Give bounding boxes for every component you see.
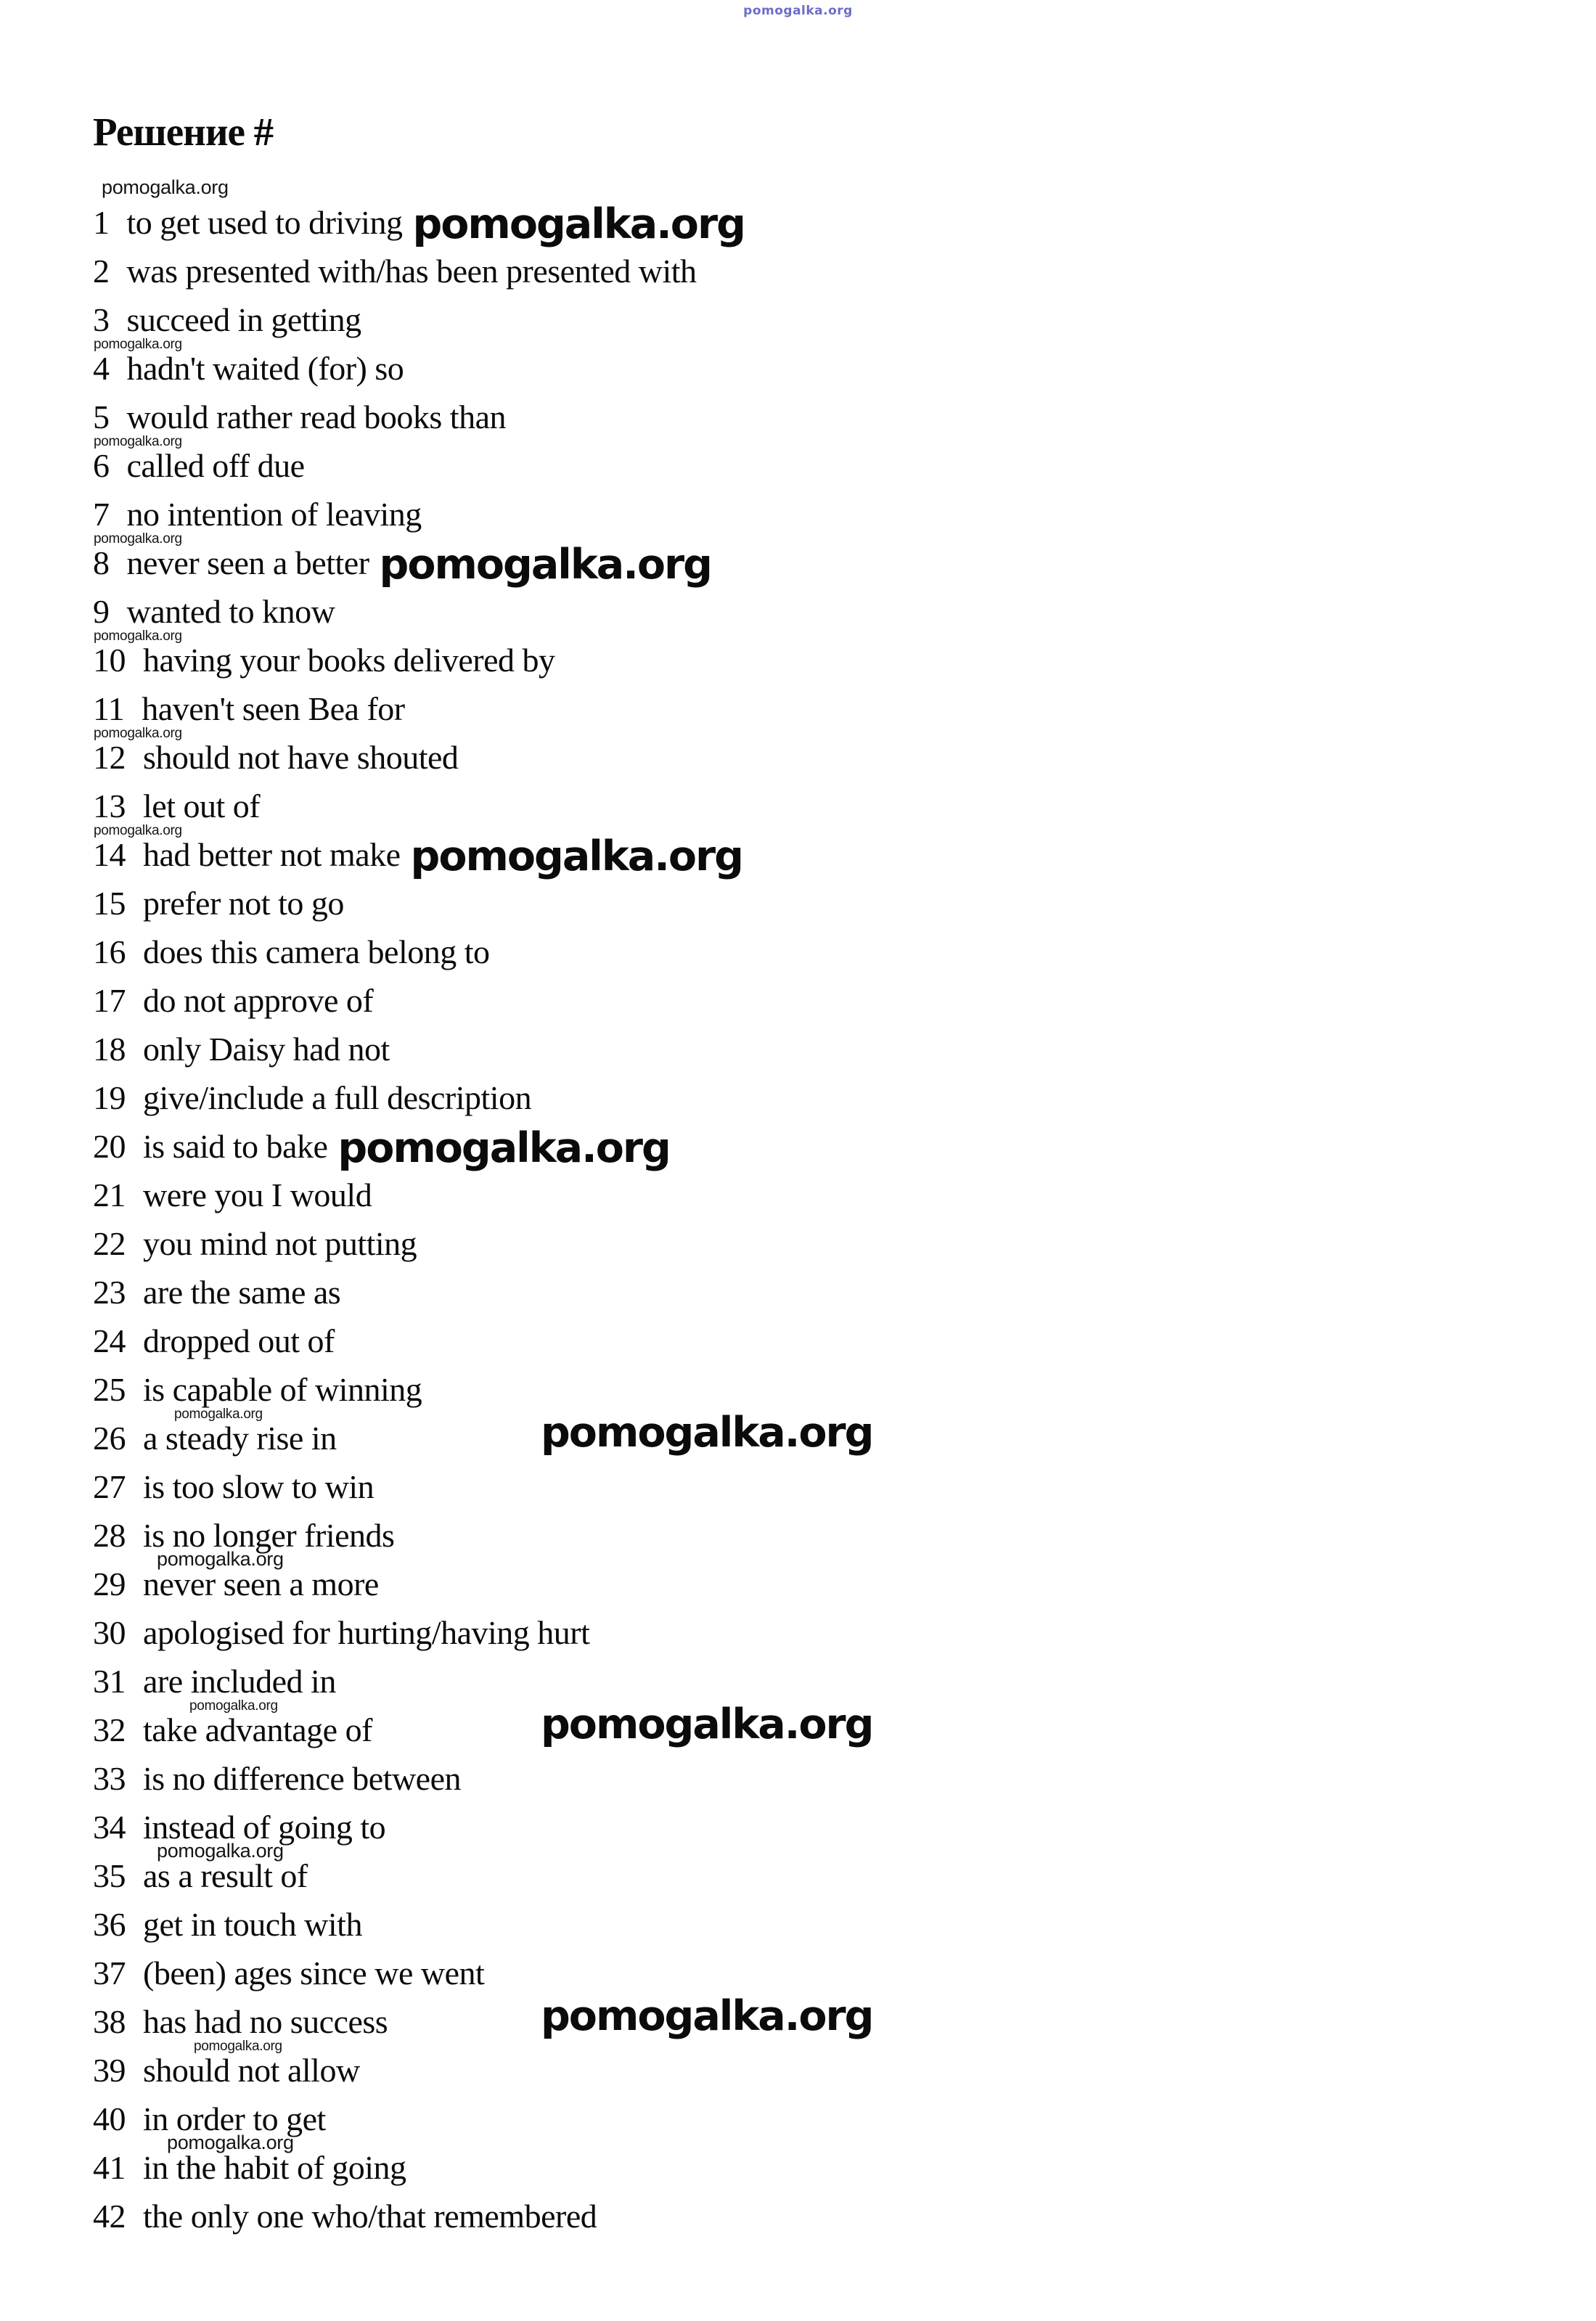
answer-text: as a result of: [143, 1857, 308, 1894]
answer-number: 33: [93, 1760, 126, 1797]
answer-text: never seen a better: [126, 544, 369, 581]
answer-line: [0, 1122, 1596, 1171]
answer-number: 41: [93, 2149, 126, 2186]
answer-text: get in touch with: [143, 1906, 362, 1943]
small-watermark: pomogalka.org: [94, 337, 182, 352]
answer-line: [0, 2192, 1596, 2240]
answer-number: 27: [93, 1468, 126, 1505]
answer-text: a steady rise in: [143, 1420, 337, 1457]
solution-heading: Решение #: [93, 110, 274, 154]
answer-number: 42: [93, 2198, 126, 2235]
answer-text: are included in: [143, 1663, 336, 1700]
answer-number: 35: [93, 1857, 126, 1894]
answer-number: 14: [93, 836, 126, 873]
answer-text: hadn't waited (for) so: [126, 350, 404, 387]
floating-watermark: pomogalka.org: [541, 1700, 873, 1748]
answer-line: [0, 1949, 1596, 1997]
answer-number: 40: [93, 2100, 126, 2137]
answer-text: does this camera belong to: [143, 933, 490, 970]
answer-line: [0, 1462, 1596, 1511]
answer-text: never seen a more: [143, 1565, 379, 1602]
answer-text: having your books delivered by: [143, 642, 555, 679]
answer-line: [0, 1317, 1596, 1365]
answer-text: would rather read books than: [126, 398, 507, 435]
small-watermark: pomogalka.org: [167, 2132, 294, 2153]
answer-line: [0, 295, 1596, 344]
answer-number: 4: [93, 350, 110, 387]
answer-number: 21: [93, 1176, 126, 1213]
answer-number: 12: [93, 739, 126, 776]
answer-line: [0, 1268, 1596, 1317]
answer-text: in order to get: [143, 2100, 326, 2137]
answer-text: was presented with/has been presented with: [126, 253, 697, 290]
answer-number: 2: [93, 253, 110, 290]
answer-line: [0, 1900, 1596, 1949]
answer-number: 15: [93, 885, 126, 922]
answer-line: [0, 1025, 1596, 1073]
answer-line: [0, 928, 1596, 976]
answer-number: 8: [93, 544, 110, 581]
answer-number: 10: [93, 642, 126, 679]
answer-line: [0, 1840, 1596, 1900]
answer-text: has had no success: [143, 2003, 388, 2040]
small-watermark: pomogalka.org: [94, 726, 182, 741]
answer-list: [0, 176, 1596, 2240]
small-watermark: pomogalka.org: [174, 1407, 263, 1422]
small-watermark: pomogalka.org: [194, 2039, 282, 2054]
inline-watermark: pomogalka.org: [410, 832, 742, 880]
answer-number: 31: [93, 1663, 126, 1700]
answer-number: 30: [93, 1614, 126, 1651]
answer-line: [0, 1754, 1596, 1803]
inline-watermark: pomogalka.org: [379, 541, 711, 589]
inline-watermark: pomogalka.org: [337, 1124, 670, 1172]
answer-text: had better not make: [143, 836, 401, 873]
answer-text: called off due: [126, 447, 305, 484]
answer-number: 22: [93, 1225, 126, 1262]
answer-number: 1: [93, 204, 110, 241]
answer-text: apologised for hurting/having hurt: [143, 1614, 590, 1651]
answer-line: [0, 1548, 1596, 1608]
answer-number: 24: [93, 1322, 126, 1359]
answer-line: [0, 976, 1596, 1025]
small-watermark: pomogalka.org: [94, 629, 182, 644]
answer-number: 17: [93, 982, 126, 1019]
answer-text: should not have shouted: [143, 739, 459, 776]
answer-text: is said to bake: [143, 1128, 328, 1165]
answer-line: [0, 393, 1596, 441]
answer-line: [0, 684, 1596, 733]
answer-text: do not approve of: [143, 982, 374, 1019]
answer-text: in the habit of going: [143, 2149, 406, 2186]
small-watermark: pomogalka.org: [157, 1548, 284, 1570]
answer-text: the only one who/that remembered: [143, 2198, 597, 2235]
answer-number: 39: [93, 2052, 126, 2089]
answer-line: [0, 434, 1596, 490]
answer-number: 29: [93, 1565, 126, 1602]
answer-number: 6: [93, 447, 110, 484]
answer-line: [0, 1219, 1596, 1268]
answer-number: 26: [93, 1420, 126, 1457]
answer-line: [0, 337, 1596, 393]
answer-number: 20: [93, 1128, 126, 1165]
answer-number: 5: [93, 398, 110, 435]
answer-line: [0, 823, 1596, 880]
answer-text: you mind not putting: [143, 1225, 417, 1262]
answer-number: 7: [93, 496, 110, 533]
answer-text: wanted to know: [126, 593, 335, 630]
answer-line: [0, 490, 1596, 539]
answer-line: [0, 2132, 1596, 2192]
answer-text: only Daisy had not: [143, 1031, 390, 1068]
answer-number: 9: [93, 593, 110, 630]
answer-line: [0, 726, 1596, 782]
answer-text: is too slow to win: [143, 1468, 375, 1505]
answer-text: (been) ages since we went: [143, 1954, 485, 1992]
answer-number: 19: [93, 1079, 126, 1116]
floating-watermark: pomogalka.org: [541, 1409, 873, 1457]
answer-number: 25: [93, 1371, 126, 1408]
answer-line: [0, 1171, 1596, 1219]
answer-text: no intention of leaving: [126, 496, 422, 533]
answer-text: instead of going to: [143, 1809, 386, 1846]
answer-line: [0, 879, 1596, 928]
small-watermark: pomogalka.org: [189, 1698, 278, 1714]
small-watermark: pomogalka.org: [94, 434, 182, 449]
answer-text: haven't seen Bea for: [142, 690, 405, 727]
answer-line: [0, 587, 1596, 636]
top-watermark: pomogalka.org: [743, 4, 853, 18]
answer-text: should not allow: [143, 2052, 360, 2089]
answer-text: is no difference between: [143, 1760, 462, 1797]
small-watermark: pomogalka.org: [102, 176, 229, 198]
answer-line: [0, 1608, 1596, 1657]
small-watermark: pomogalka.org: [157, 1840, 284, 1862]
answer-number: 23: [93, 1274, 126, 1311]
answer-text: give/include a full description: [143, 1079, 532, 1116]
answer-text: are the same as: [143, 1274, 341, 1311]
answer-number: 18: [93, 1031, 126, 1068]
answer-text: is no longer friends: [143, 1517, 395, 1554]
inline-watermark: pomogalka.org: [412, 200, 745, 248]
answer-line: [0, 2039, 1596, 2095]
answer-line: [0, 629, 1596, 684]
answer-line: [0, 531, 1596, 589]
answer-number: 37: [93, 1954, 126, 1992]
small-watermark: pomogalka.org: [94, 531, 182, 547]
answer-number: 3: [93, 301, 110, 338]
answer-text: to get used to driving: [126, 204, 403, 241]
answer-text: dropped out of: [143, 1322, 335, 1359]
floating-watermark: pomogalka.org: [541, 1992, 873, 2040]
answer-number: 28: [93, 1517, 126, 1554]
answer-line: [0, 247, 1596, 295]
answer-text: succeed in getting: [126, 301, 361, 338]
answer-text: is capable of winning: [143, 1371, 422, 1408]
answer-line: [0, 782, 1596, 830]
answer-line: [0, 1407, 1596, 1462]
answer-number: 13: [93, 787, 126, 824]
answer-text: prefer not to go: [143, 885, 344, 922]
answer-line: [0, 1698, 1596, 1754]
answer-text: were you I would: [143, 1176, 372, 1213]
answer-number: 36: [93, 1906, 126, 1943]
answer-text: let out of: [143, 787, 261, 824]
answer-number: 38: [93, 2003, 126, 2040]
answer-number: 11: [93, 690, 125, 727]
small-watermark: pomogalka.org: [94, 823, 182, 838]
answer-line: [0, 1073, 1596, 1122]
answer-text: take advantage of: [143, 1711, 372, 1748]
answer-number: 32: [93, 1711, 126, 1748]
answer-line: [0, 176, 1596, 248]
answer-number: 16: [93, 933, 126, 970]
answer-number: 34: [93, 1809, 126, 1846]
